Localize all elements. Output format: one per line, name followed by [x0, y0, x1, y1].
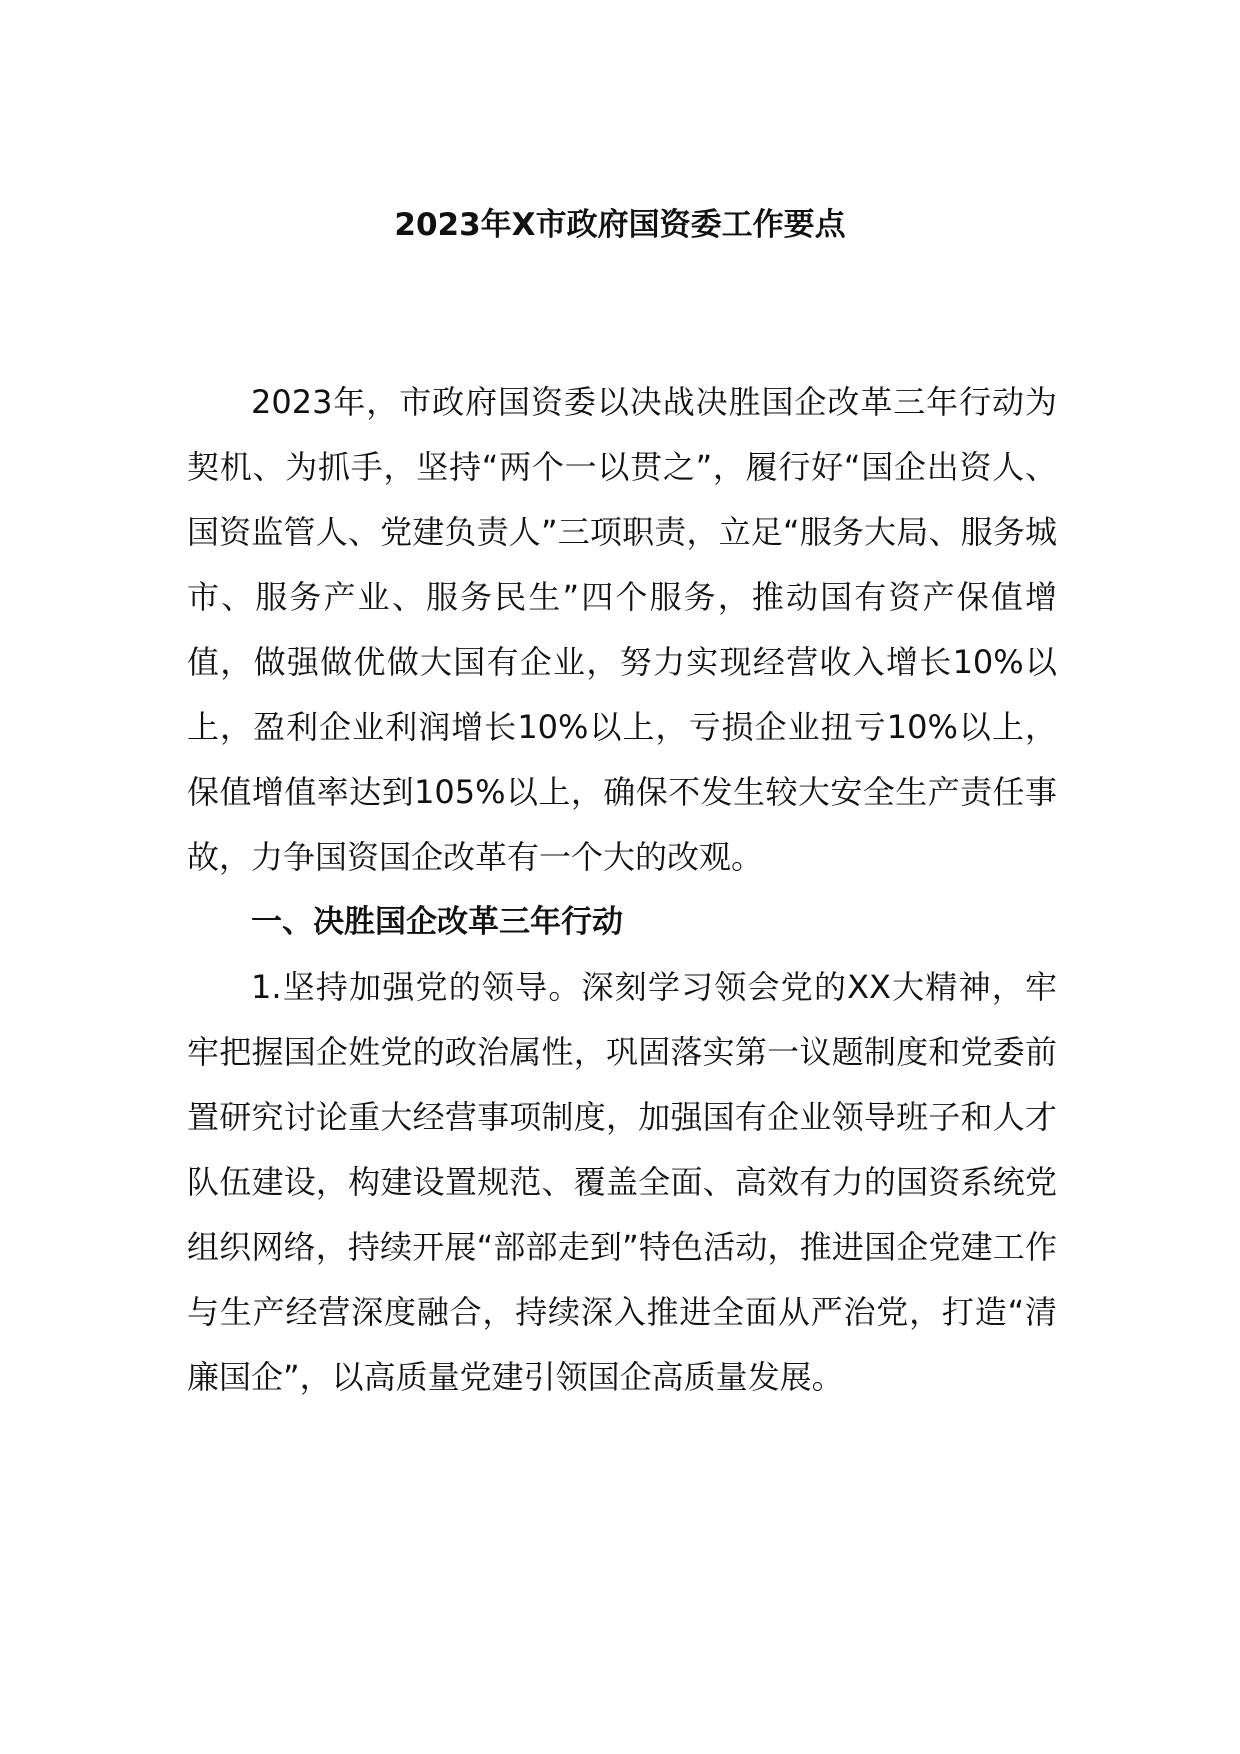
intro-paragraph: 2023年，市政府国资委以决战决胜国企改革三年行动为契机、为抓手，坚持“两个一以贯之”，履行好“国企出资人、国资监管人、党建负责人”三项职责，立足“服务大局、服务城市、服务产业、服务民生”四个服务，推动国有资产保值增值，做强做优做大国有企业，努力实现经营收入增长10%以上，盈利企业利润增长10%以上，亏损企业扭亏10%以上，保值增值率达到105%以上，确保不发生较大安全生产责任事故，力争国资国企改革有一个大的改观。: [187, 383, 1057, 876]
section-item-paragraph: 1.坚持加强党的领导。深刻学习领会党的XX大精神，牢牢把握国企姓党的政治属性，巩固落实第一议题制度和党委前置研究讨论重大经营事项制度，加强国有企业领导班子和人才队伍建设，构建设置规范、覆盖全面、高效有力的国资系统党组织网络，持续开展“部部走到”特色活动，推进国企党建工作与生产经营深度融合，持续深入推进全面从严治党，打造“清廉国企”，以高质量党建引领国企高质量发展。: [187, 968, 1057, 1396]
section-heading: 一、决胜国企改革三年行动: [251, 904, 623, 940]
document-body: [187, 370, 1057, 1410]
document-title: 2023年X市政府国资委工作要点: [394, 207, 846, 243]
